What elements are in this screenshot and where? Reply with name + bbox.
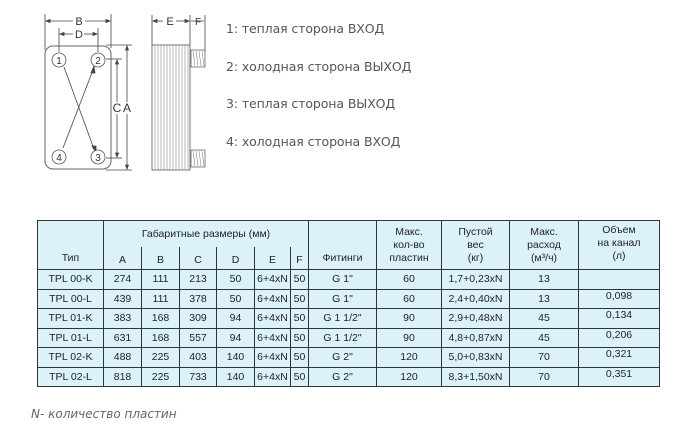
cell-type: TPL 01-L <box>38 328 104 348</box>
header-max-plates: Макс. кол-во пластин <box>377 221 442 270</box>
cell-type: TPL 00-L <box>38 289 104 309</box>
header-empty-weight: Пустой вес (кг) <box>442 221 510 270</box>
header-fittings: Фитинги <box>309 221 377 270</box>
cell-volume: 0,351 <box>579 367 660 387</box>
cell-volume: 0,321 <box>579 348 660 368</box>
cell-a: 488 <box>104 348 142 368</box>
cell-d: 140 <box>217 367 255 387</box>
cell-f: 50 <box>291 270 309 290</box>
cell-weight: 2,4+0,40xN <box>442 289 510 309</box>
cell-e: 6+4xN <box>255 289 291 309</box>
header-dim-f: F <box>291 247 309 270</box>
cell-c: 733 <box>180 367 217 387</box>
cell-c: 557 <box>180 328 217 348</box>
cell-b: 225 <box>142 367 180 387</box>
dimension-label-d: D <box>75 29 83 41</box>
svg-text:1: 1 <box>56 56 62 67</box>
header-dim-e: E <box>255 247 291 270</box>
cell-flow: 13 <box>510 289 579 309</box>
cell-weight: 5,0+0,83xN <box>442 348 510 368</box>
side-view <box>152 15 205 170</box>
header-dimensions: Габаритные размеры (мм) <box>104 221 309 248</box>
cell-c: 378 <box>180 289 217 309</box>
cell-flow: 70 <box>510 367 579 387</box>
cell-b: 225 <box>142 348 180 368</box>
port-2 <box>91 53 105 67</box>
cell-e: 6+4xN <box>255 309 291 329</box>
cell-weight: 4,8+0,87xN <box>442 328 510 348</box>
footnote: N- количество пластин <box>31 407 177 421</box>
dimension-label-e: E <box>166 16 174 28</box>
cell-volume: 0,098 <box>579 289 660 309</box>
cell-max-plates: 120 <box>377 348 442 368</box>
cell-flow: 70 <box>510 348 579 368</box>
dimension-label-c: C <box>112 101 122 115</box>
legend-item-4: 4: холодная сторона ВХОД <box>226 133 401 149</box>
cell-d: 140 <box>217 348 255 368</box>
cell-flow: 13 <box>510 270 579 290</box>
port-legend <box>226 20 411 170</box>
cell-c: 309 <box>180 309 217 329</box>
table-row <box>38 348 660 368</box>
cell-type: TPL 02-K <box>38 348 104 368</box>
cell-a: 274 <box>104 270 142 290</box>
cell-fittings: G 2" <box>309 367 377 387</box>
dimension-label-a: A <box>122 101 132 115</box>
cell-fittings: G 1" <box>309 270 377 290</box>
cell-d: 94 <box>217 309 255 329</box>
svg-text:4: 4 <box>56 153 62 164</box>
header-type: Тип <box>38 221 104 270</box>
cell-c: 213 <box>180 270 217 290</box>
table-header-row <box>38 221 660 248</box>
cell-type: TPL 01-K <box>38 309 104 329</box>
cell-max-plates: 120 <box>377 367 442 387</box>
cell-b: 111 <box>142 289 180 309</box>
cell-f: 50 <box>291 348 309 368</box>
cell-weight: 2,9+0,48xN <box>442 309 510 329</box>
cell-e: 6+4xN <box>255 270 291 290</box>
cell-b: 168 <box>142 309 180 329</box>
cell-flow: 45 <box>510 328 579 348</box>
dimension-label-b: B <box>75 16 83 28</box>
cell-max-plates: 90 <box>377 309 442 329</box>
cell-e: 6+4xN <box>255 348 291 368</box>
front-view <box>45 14 132 170</box>
table-row <box>38 309 660 329</box>
table-row <box>38 270 660 290</box>
cell-a: 818 <box>104 367 142 387</box>
cell-c: 403 <box>180 348 217 368</box>
cell-max-plates: 60 <box>377 289 442 309</box>
cell-fittings: G 1 1/2" <box>309 309 377 329</box>
legend-item-1: 1: теплая сторона ВХОД <box>226 21 385 36</box>
svg-text:3: 3 <box>95 153 101 164</box>
cell-fittings: G 2" <box>309 348 377 368</box>
svg-text:2: 2 <box>95 56 101 67</box>
cell-a: 631 <box>104 328 142 348</box>
port-1 <box>52 53 66 67</box>
cell-fittings: G 1 1/2" <box>309 328 377 348</box>
header-dim-a: A <box>104 247 142 270</box>
cell-flow: 45 <box>510 309 579 329</box>
cell-f: 50 <box>291 309 309 329</box>
header-dim-d: D <box>217 247 255 270</box>
cell-volume <box>579 270 660 290</box>
table-row <box>38 289 660 309</box>
cell-a: 439 <box>104 289 142 309</box>
port-3 <box>91 150 105 164</box>
header-channel-volume: Объем на канал (л) <box>579 221 660 270</box>
cell-b: 111 <box>142 270 180 290</box>
cell-a: 383 <box>104 309 142 329</box>
cell-max-plates: 60 <box>377 270 442 290</box>
cell-fittings: G 1" <box>309 289 377 309</box>
cell-weight: 8,3+1,50xN <box>442 367 510 387</box>
table-row <box>38 367 660 387</box>
cell-f: 50 <box>291 367 309 387</box>
port-4 <box>52 150 66 164</box>
header-dim-c: C <box>180 247 217 270</box>
cell-d: 50 <box>217 270 255 290</box>
cell-f: 50 <box>291 289 309 309</box>
legend-item-3: 3: теплая сторона ВЫХОД <box>226 96 396 111</box>
legend-item-2: 2: холодная сторона ВЫХОД <box>226 58 412 74</box>
specification-table <box>37 220 660 387</box>
table-row <box>38 328 660 348</box>
cell-e: 6+4xN <box>255 367 291 387</box>
cell-volume: 0,134 <box>579 309 660 329</box>
cell-volume: 0,206 <box>579 328 660 348</box>
header-max-flow: Макс. расход (м³/ч) <box>510 221 579 270</box>
cell-f: 50 <box>291 328 309 348</box>
heat-exchanger-diagram <box>0 0 220 190</box>
header-dim-b: B <box>142 247 180 270</box>
cell-b: 168 <box>142 328 180 348</box>
cell-d: 94 <box>217 328 255 348</box>
cell-weight: 1,7+0,23xN <box>442 270 510 290</box>
cell-type: TPL 02-L <box>38 367 104 387</box>
cell-type: TPL 00-K <box>38 270 104 290</box>
cell-d: 50 <box>217 289 255 309</box>
dimension-label-f: F <box>194 17 202 28</box>
cell-max-plates: 90 <box>377 328 442 348</box>
cell-e: 6+4xN <box>255 328 291 348</box>
